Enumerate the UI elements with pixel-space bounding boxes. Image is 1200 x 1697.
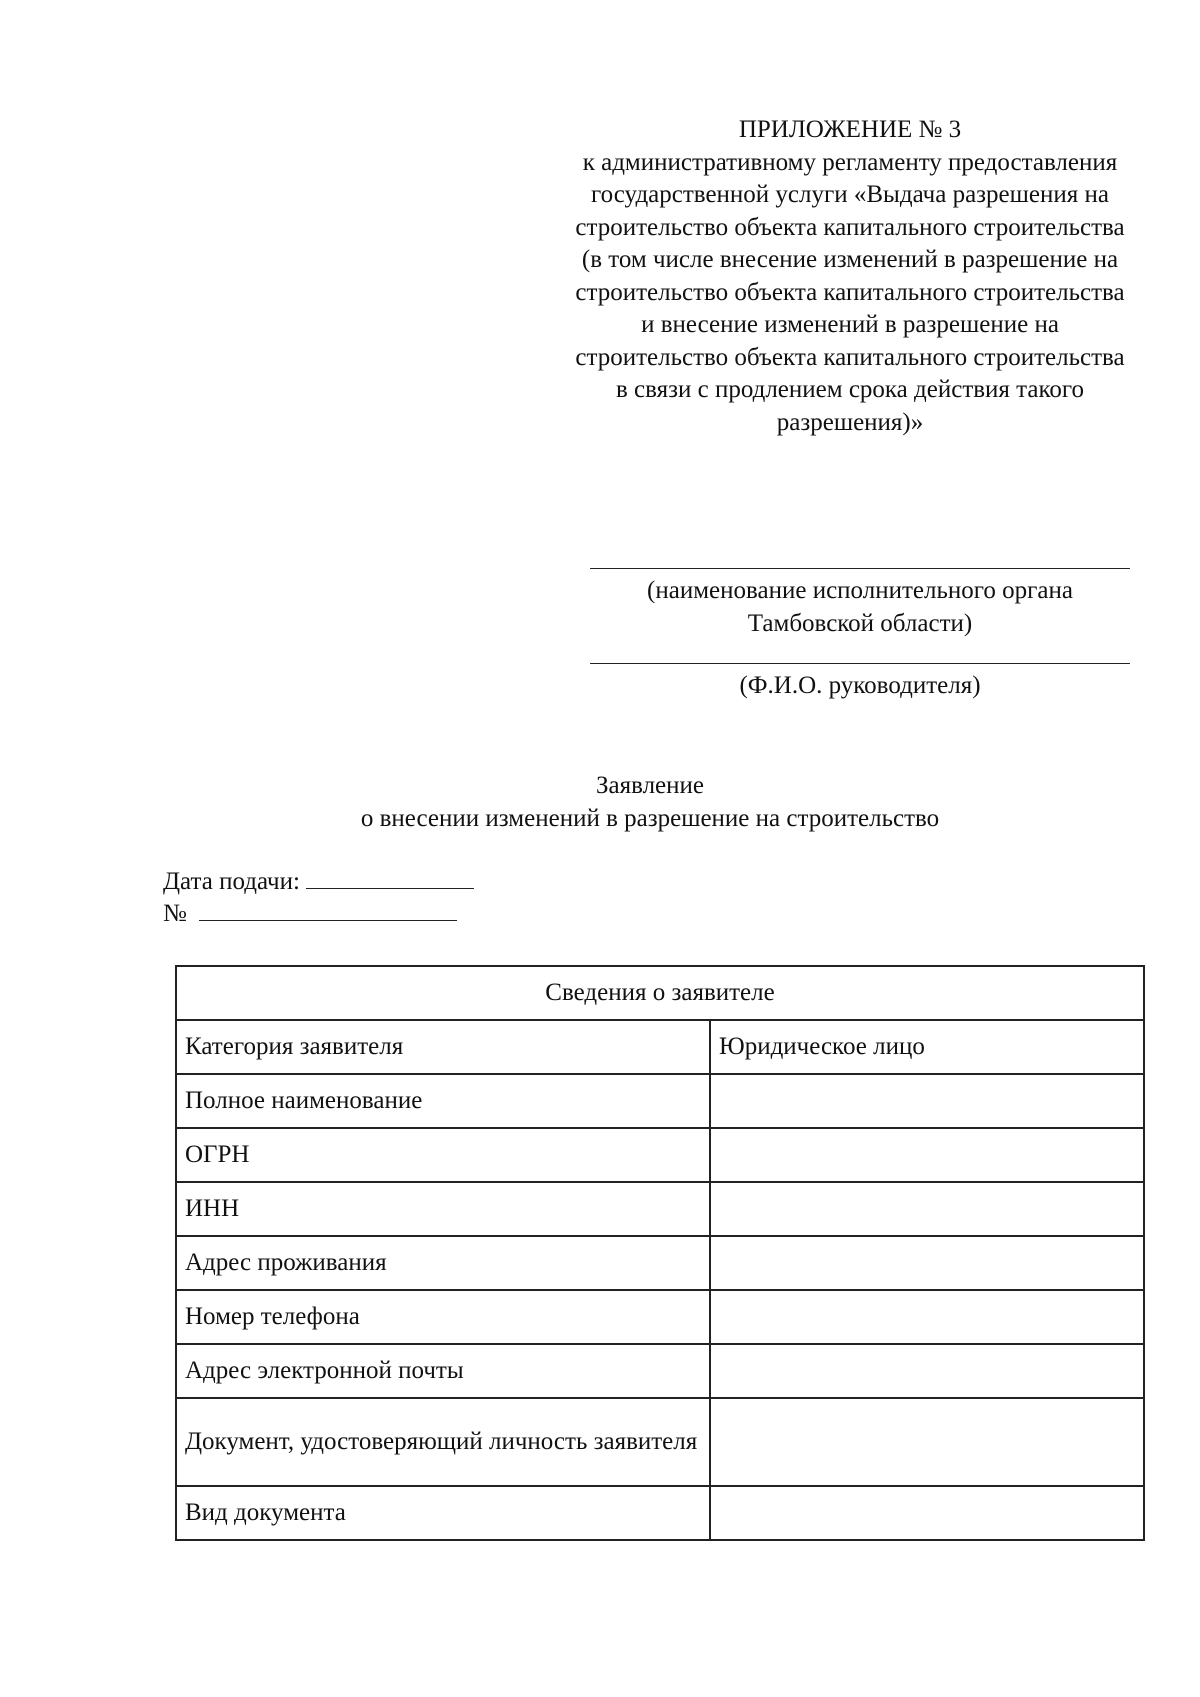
- table-header: Сведения о заявителе: [176, 966, 1144, 1020]
- row-label: ОГРН: [176, 1128, 710, 1182]
- registration-number-field: [163, 898, 457, 930]
- table-row: [176, 1020, 1144, 1074]
- applicant-info-table: [175, 965, 1145, 1541]
- row-label: Полное наименование: [176, 1074, 710, 1128]
- table-header-row: [176, 966, 1144, 1020]
- row-label: Категория заявителя: [176, 1020, 710, 1074]
- row-value-cell[interactable]: [710, 1290, 1144, 1344]
- registration-number-label: №: [163, 900, 187, 927]
- submission-date-label: Дата подачи:: [163, 868, 300, 895]
- table-row: [176, 1290, 1144, 1344]
- table-row: [176, 1236, 1144, 1290]
- row-value-cell[interactable]: [710, 1074, 1144, 1128]
- submission-date-field: [163, 866, 474, 898]
- row-value-cell[interactable]: [710, 1236, 1144, 1290]
- table-row: [176, 1128, 1144, 1182]
- row-label: Адрес электронной почты: [176, 1344, 710, 1398]
- row-label: Документ, удостоверяющий личность заявителя: [176, 1398, 710, 1486]
- appendix-line: и внесение изменений в разрешение на: [641, 311, 1059, 338]
- registration-number-blank[interactable]: [199, 900, 457, 921]
- appendix-line: строительство объекта капитального строительства: [575, 278, 1125, 306]
- row-value-cell[interactable]: Юридическое лицо: [710, 1020, 1144, 1074]
- row-label: ИНН: [176, 1182, 710, 1236]
- table-row: [176, 1398, 1144, 1486]
- statement-subtitle: о внесении изменений в разрешение на строительство: [360, 804, 940, 832]
- appendix-line: строительство объекта капитального строительства: [575, 343, 1125, 371]
- appendix-header: [520, 114, 1180, 439]
- table-row: [176, 1074, 1144, 1128]
- authority-blank-line[interactable]: [590, 568, 1130, 569]
- row-value-cell[interactable]: [710, 1398, 1144, 1486]
- table-row: [176, 1344, 1144, 1398]
- appendix-line: государственной услуги «Выдача разрешения на: [591, 181, 1109, 208]
- head-name-field: [590, 663, 1130, 703]
- row-value-cell[interactable]: [710, 1486, 1144, 1540]
- appendix-line: разрешения)»: [776, 408, 924, 436]
- appendix-title: ПРИЛОЖЕНИЕ № 3: [738, 116, 962, 143]
- appendix-line: строительство объекта капитального строительства: [575, 213, 1125, 241]
- head-name-blank-line[interactable]: [590, 663, 1130, 664]
- row-value-cell[interactable]: [710, 1182, 1144, 1236]
- table-row: [176, 1182, 1144, 1236]
- appendix-line: к административному регламенту предоставления: [582, 148, 1118, 176]
- row-label: Вид документа: [176, 1486, 710, 1540]
- row-value-cell[interactable]: [710, 1344, 1144, 1398]
- row-label: Адрес проживания: [176, 1236, 710, 1290]
- statement-heading: [150, 770, 1150, 835]
- statement-title: Заявление: [595, 772, 705, 799]
- row-value-cell[interactable]: [710, 1128, 1144, 1182]
- submission-date-blank[interactable]: [306, 868, 474, 889]
- authority-caption: (наименование исполнительного органа: [647, 577, 1073, 604]
- authority-field: [590, 568, 1130, 640]
- head-name-caption: (Ф.И.О. руководителя): [739, 672, 981, 699]
- appendix-line: в связи с продлением срока действия такого: [615, 376, 1085, 403]
- appendix-line: (в том числе внесение изменений в разрешение на: [581, 246, 1119, 273]
- row-label: Номер телефона: [176, 1290, 710, 1344]
- authority-caption: Тамбовской области): [747, 609, 973, 637]
- table-row: [176, 1486, 1144, 1540]
